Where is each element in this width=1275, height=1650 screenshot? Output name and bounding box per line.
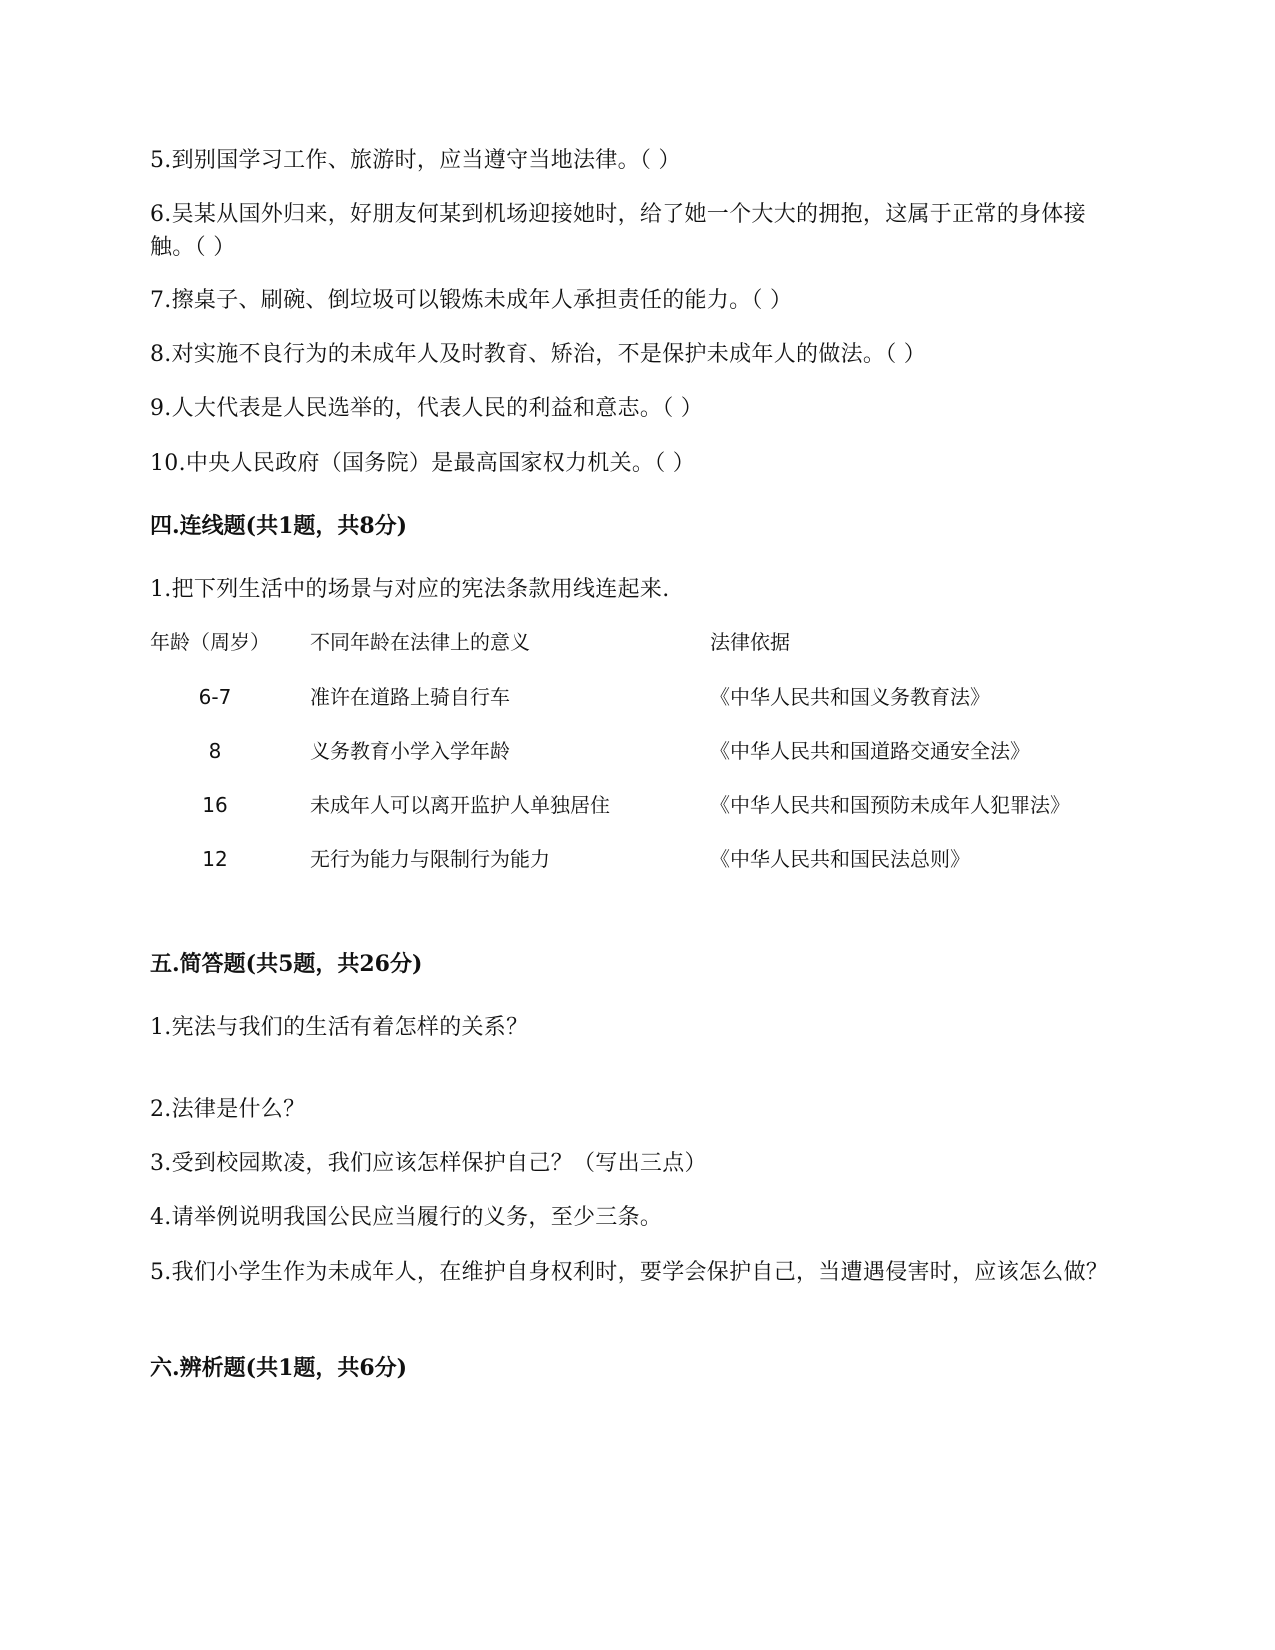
table-row-2-law: 《中华人民共和国道路交通安全法》 bbox=[710, 739, 1030, 763]
tf-question-5: 5.到别国学习工作、旅游时，应当遵守当地法律。（ ） bbox=[150, 148, 681, 173]
short-answer-question-5: 5.我们小学生作为未成年人，在维护自身权利时，要学会保护自己，当遭遇侵害时，应该怎么做？ bbox=[150, 1260, 1109, 1285]
table-row-3-meaning: 未成年人可以离开监护人单独居住 bbox=[310, 793, 610, 817]
table-row-4-law: 《中华人民共和国民法总则》 bbox=[710, 847, 970, 871]
short-answer-question-4: 4.请举例说明我国公民应当履行的义务，至少三条。 bbox=[150, 1205, 663, 1230]
table-row-3-age: 16 bbox=[202, 793, 228, 817]
table-row-1-law: 《中华人民共和国义务教育法》 bbox=[710, 685, 990, 709]
table-row-1-age: 6-7 bbox=[198, 685, 232, 709]
table-row-4-age: 12 bbox=[202, 847, 228, 871]
table-header-meaning: 不同年龄在法律上的意义 bbox=[310, 630, 530, 654]
table-row-1-meaning: 准许在道路上骑自行车 bbox=[310, 685, 510, 709]
tf-question-6: 6.吴某从国外归来，好朋友何某到机场迎接她时，给了她一个大大的拥抱，这属于正常的身体接触。（ ） bbox=[150, 202, 1086, 260]
section-heading-analysis: 六.辨析题(共1题，共6分) bbox=[150, 1355, 408, 1381]
short-answer-question-2: 2.法律是什么？ bbox=[150, 1097, 306, 1122]
table-header-age: 年龄（周岁） bbox=[150, 630, 270, 654]
table-row-2-age: 8 bbox=[208, 739, 222, 763]
matching-question-1: 1.把下列生活中的场景与对应的宪法条款用线连起来. bbox=[150, 577, 670, 602]
table-row-3-law: 《中华人民共和国预防未成年人犯罪法》 bbox=[710, 793, 1070, 817]
tf-question-9: 9.人大代表是人民选举的，代表人民的利益和意志。（ ） bbox=[150, 396, 704, 421]
section-heading-matching: 四.连线题(共1题，共8分) bbox=[150, 513, 408, 539]
section-heading-short-answer: 五.简答题(共5题，共26分) bbox=[150, 951, 423, 977]
table-header-law: 法律依据 bbox=[710, 630, 790, 654]
tf-question-8: 8.对实施不良行为的未成年人及时教育、矫治，不是保护未成年人的做法。（ ） bbox=[150, 342, 927, 367]
table-row-4-meaning: 无行为能力与限制行为能力 bbox=[310, 847, 550, 871]
short-answer-question-3: 3.受到校园欺凌，我们应该怎样保护自己？（写出三点） bbox=[150, 1151, 707, 1176]
table-row-2-meaning: 义务教育小学入学年龄 bbox=[310, 739, 510, 763]
tf-question-7: 7.擦桌子、刷碗、倒垃圾可以锻炼未成年人承担责任的能力。（ ） bbox=[150, 288, 793, 313]
short-answer-question-1: 1.宪法与我们的生活有着怎样的关系？ bbox=[150, 1015, 529, 1040]
tf-question-10: 10.中央人民政府（国务院）是最高国家权力机关。（ ） bbox=[150, 451, 696, 476]
